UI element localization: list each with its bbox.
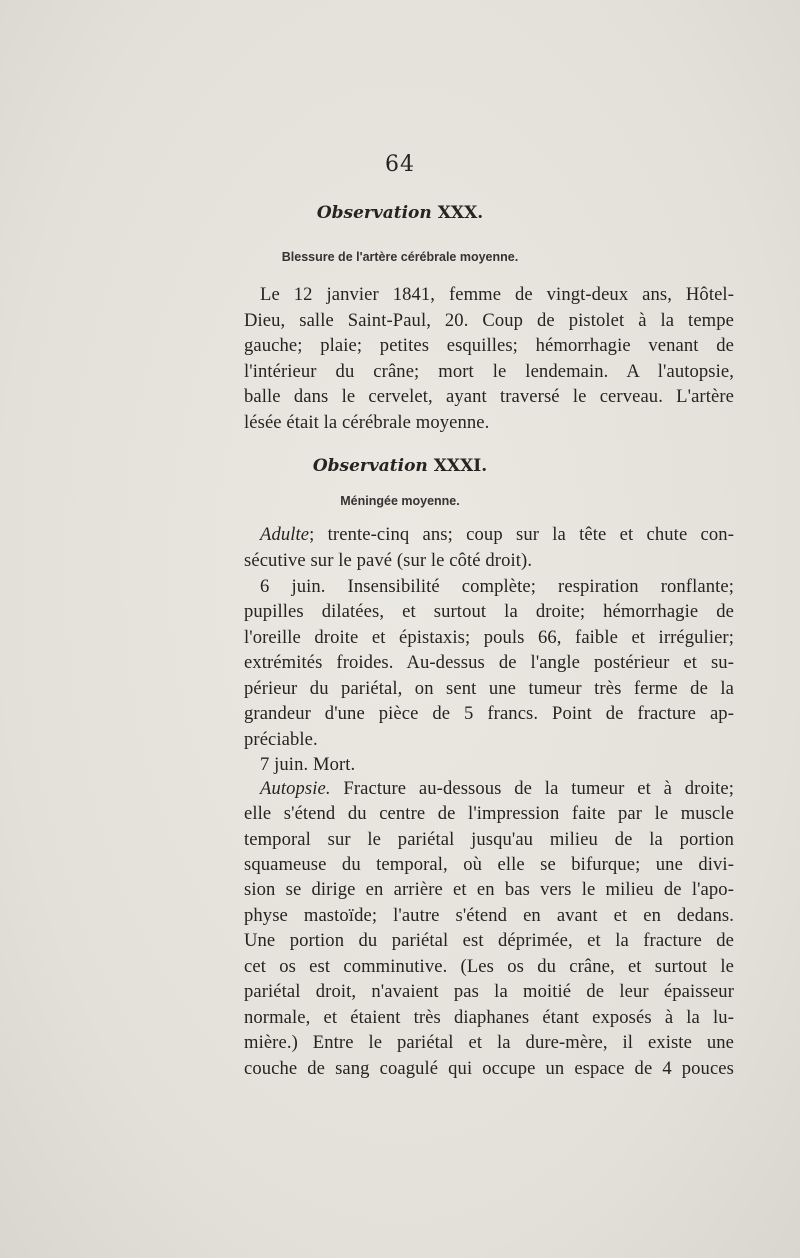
- text-line: sécutive sur le pavé (sur le côté droit).: [244, 550, 533, 571]
- text-line: [244, 524, 734, 546]
- text-line: 6 juin. Insensibilité complète; respiration ronflante;: [260, 576, 734, 597]
- observation-numeral: XXXI.: [433, 456, 488, 476]
- text-line: Dieu, salle Saint-Paul, 20. Coup de pistolet à la tempe: [244, 310, 734, 331]
- observation-label: Observation: [312, 456, 428, 476]
- text-line: mière.) Entre le pariétal et la dure-mère, il existe une: [244, 1032, 734, 1053]
- text-line: squameuse du temporal, où elle se bifurque; une divi-: [244, 854, 734, 875]
- italic-term: Adulte: [260, 524, 310, 545]
- text-line: [244, 778, 734, 800]
- italic-term: Autopsie.: [260, 778, 331, 799]
- text-line: couche de sang coagulé qui occupe un espace de 4 pouces: [244, 1058, 734, 1079]
- observation-xxx-subtitle: Blessure de l'artère cérébrale moyenne.: [281, 250, 519, 264]
- text-line: balle dans le cervelet, ayant traversé le cerveau. L'artère: [244, 386, 734, 407]
- text-line: périeur du pariétal, on sent une tumeur très ferme de la: [244, 678, 734, 699]
- text-line: pariétal droit, n'avaient pas la moitié de leur épaisseur: [244, 981, 734, 1002]
- page-number: 64: [385, 152, 415, 177]
- observation-xxxi-title: [0, 456, 800, 476]
- text-line: physe mastoïde; l'autre s'étend en avant et en dedans.: [244, 905, 734, 926]
- text-line: Une portion du pariétal est déprimée, et la fracture de: [244, 930, 734, 951]
- text-line: pupilles dilatées, et surtout la droite; hémorrhagie de: [244, 601, 734, 622]
- text-line: lésée était la cérébrale moyenne.: [244, 412, 490, 433]
- text-line: temporal sur le pariétal jusqu'au milieu de la portion: [244, 829, 734, 850]
- observation-label: Observation: [316, 203, 432, 223]
- text-line: Le 12 janvier 1841, femme de vingt-deux ans, Hôtel-: [260, 284, 734, 305]
- observation-xxxi-subtitle: Méningée moyenne.: [340, 494, 460, 508]
- observation-xxx-title: [0, 203, 800, 223]
- text-line: sion se dirige en arrière et en bas vers le milieu de l'apo-: [244, 879, 734, 900]
- text-line: gauche; plaie; petites esquilles; hémorrhagie venant de: [244, 335, 734, 356]
- text-line: l'intérieur du crâne; mort le lendemain. A l'autopsie,: [244, 361, 734, 382]
- text-run: ; trente-cinq ans; coup sur la tête et chute con-: [309, 524, 734, 545]
- text-line: normale, et étaient très diaphanes étant exposés à la lu-: [244, 1007, 734, 1028]
- text-line: 7 juin. Mort.: [260, 754, 356, 775]
- observation-numeral: XXX.: [437, 203, 484, 223]
- text-line: cet os est comminutive. (Les os du crâne, et surtout le: [244, 956, 734, 977]
- text-line: extrémités froides. Au-dessus de l'angle postérieur et su-: [244, 652, 734, 673]
- text-run: Fracture au-dessous de la tumeur et à droite;: [330, 778, 734, 799]
- text-line: préciable.: [244, 729, 318, 750]
- text-line: l'oreille droite et épistaxis; pouls 66, faible et irrégulier;: [244, 627, 734, 648]
- text-line: grandeur d'une pièce de 5 francs. Point de fracture ap-: [244, 703, 734, 724]
- text-line: elle s'étend du centre de l'impression faite par le muscle: [244, 803, 734, 824]
